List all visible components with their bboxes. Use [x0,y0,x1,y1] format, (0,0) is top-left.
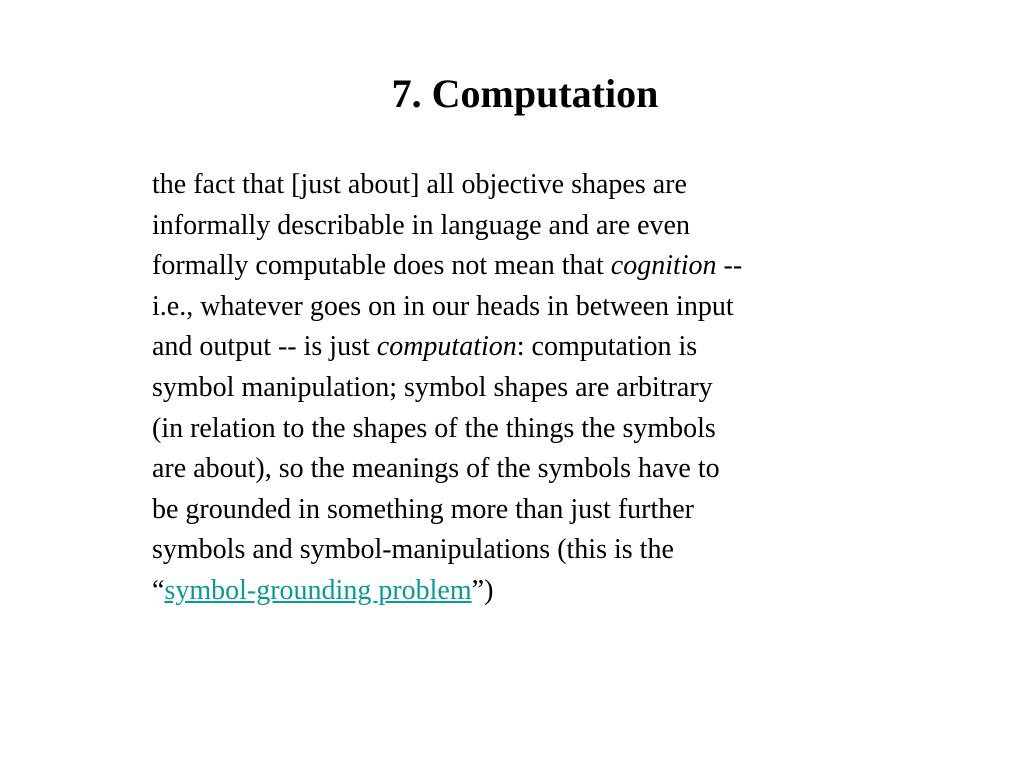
body-line-6: symbol manipulation; symbol shapes are arbitrary [152,371,713,403]
body-line-9: be grounded in something more than just further [152,493,694,525]
body-line-8: are about), so the meanings of the symbols have to [152,453,720,485]
slide-body [152,165,892,612]
body-line-7: (in relation to the shapes of the things the symbols [152,412,716,444]
open-quote: “ [152,574,165,606]
body-line-5-text-a: and output -- is just [152,331,377,363]
body-line-1: the fact that [just about] all objective shapes are [152,169,687,200]
body-line-2: informally describable in language and are even [152,209,690,241]
body-line-3-text-a: formally computable does not mean that [152,250,611,282]
body-line-11 [152,571,892,612]
body-line-5 [152,327,892,368]
emphasis-computation: computation [376,331,517,363]
body-line-5-text-b: : computation is [516,331,698,363]
emphasis-cognition: cognition [610,250,717,282]
body-line-3-text-b: -- [716,250,743,282]
body-line-10: symbols and symbol-manipulations (this is the [152,534,674,566]
close-quote: ”) [471,574,494,606]
body-line-4: i.e., whatever goes on in our heads in between input [152,290,734,322]
slide-title: 7. Computation [391,71,659,116]
body-line-3 [152,246,892,287]
symbol-grounding-problem-link[interactable]: symbol-grounding problem [164,574,472,606]
